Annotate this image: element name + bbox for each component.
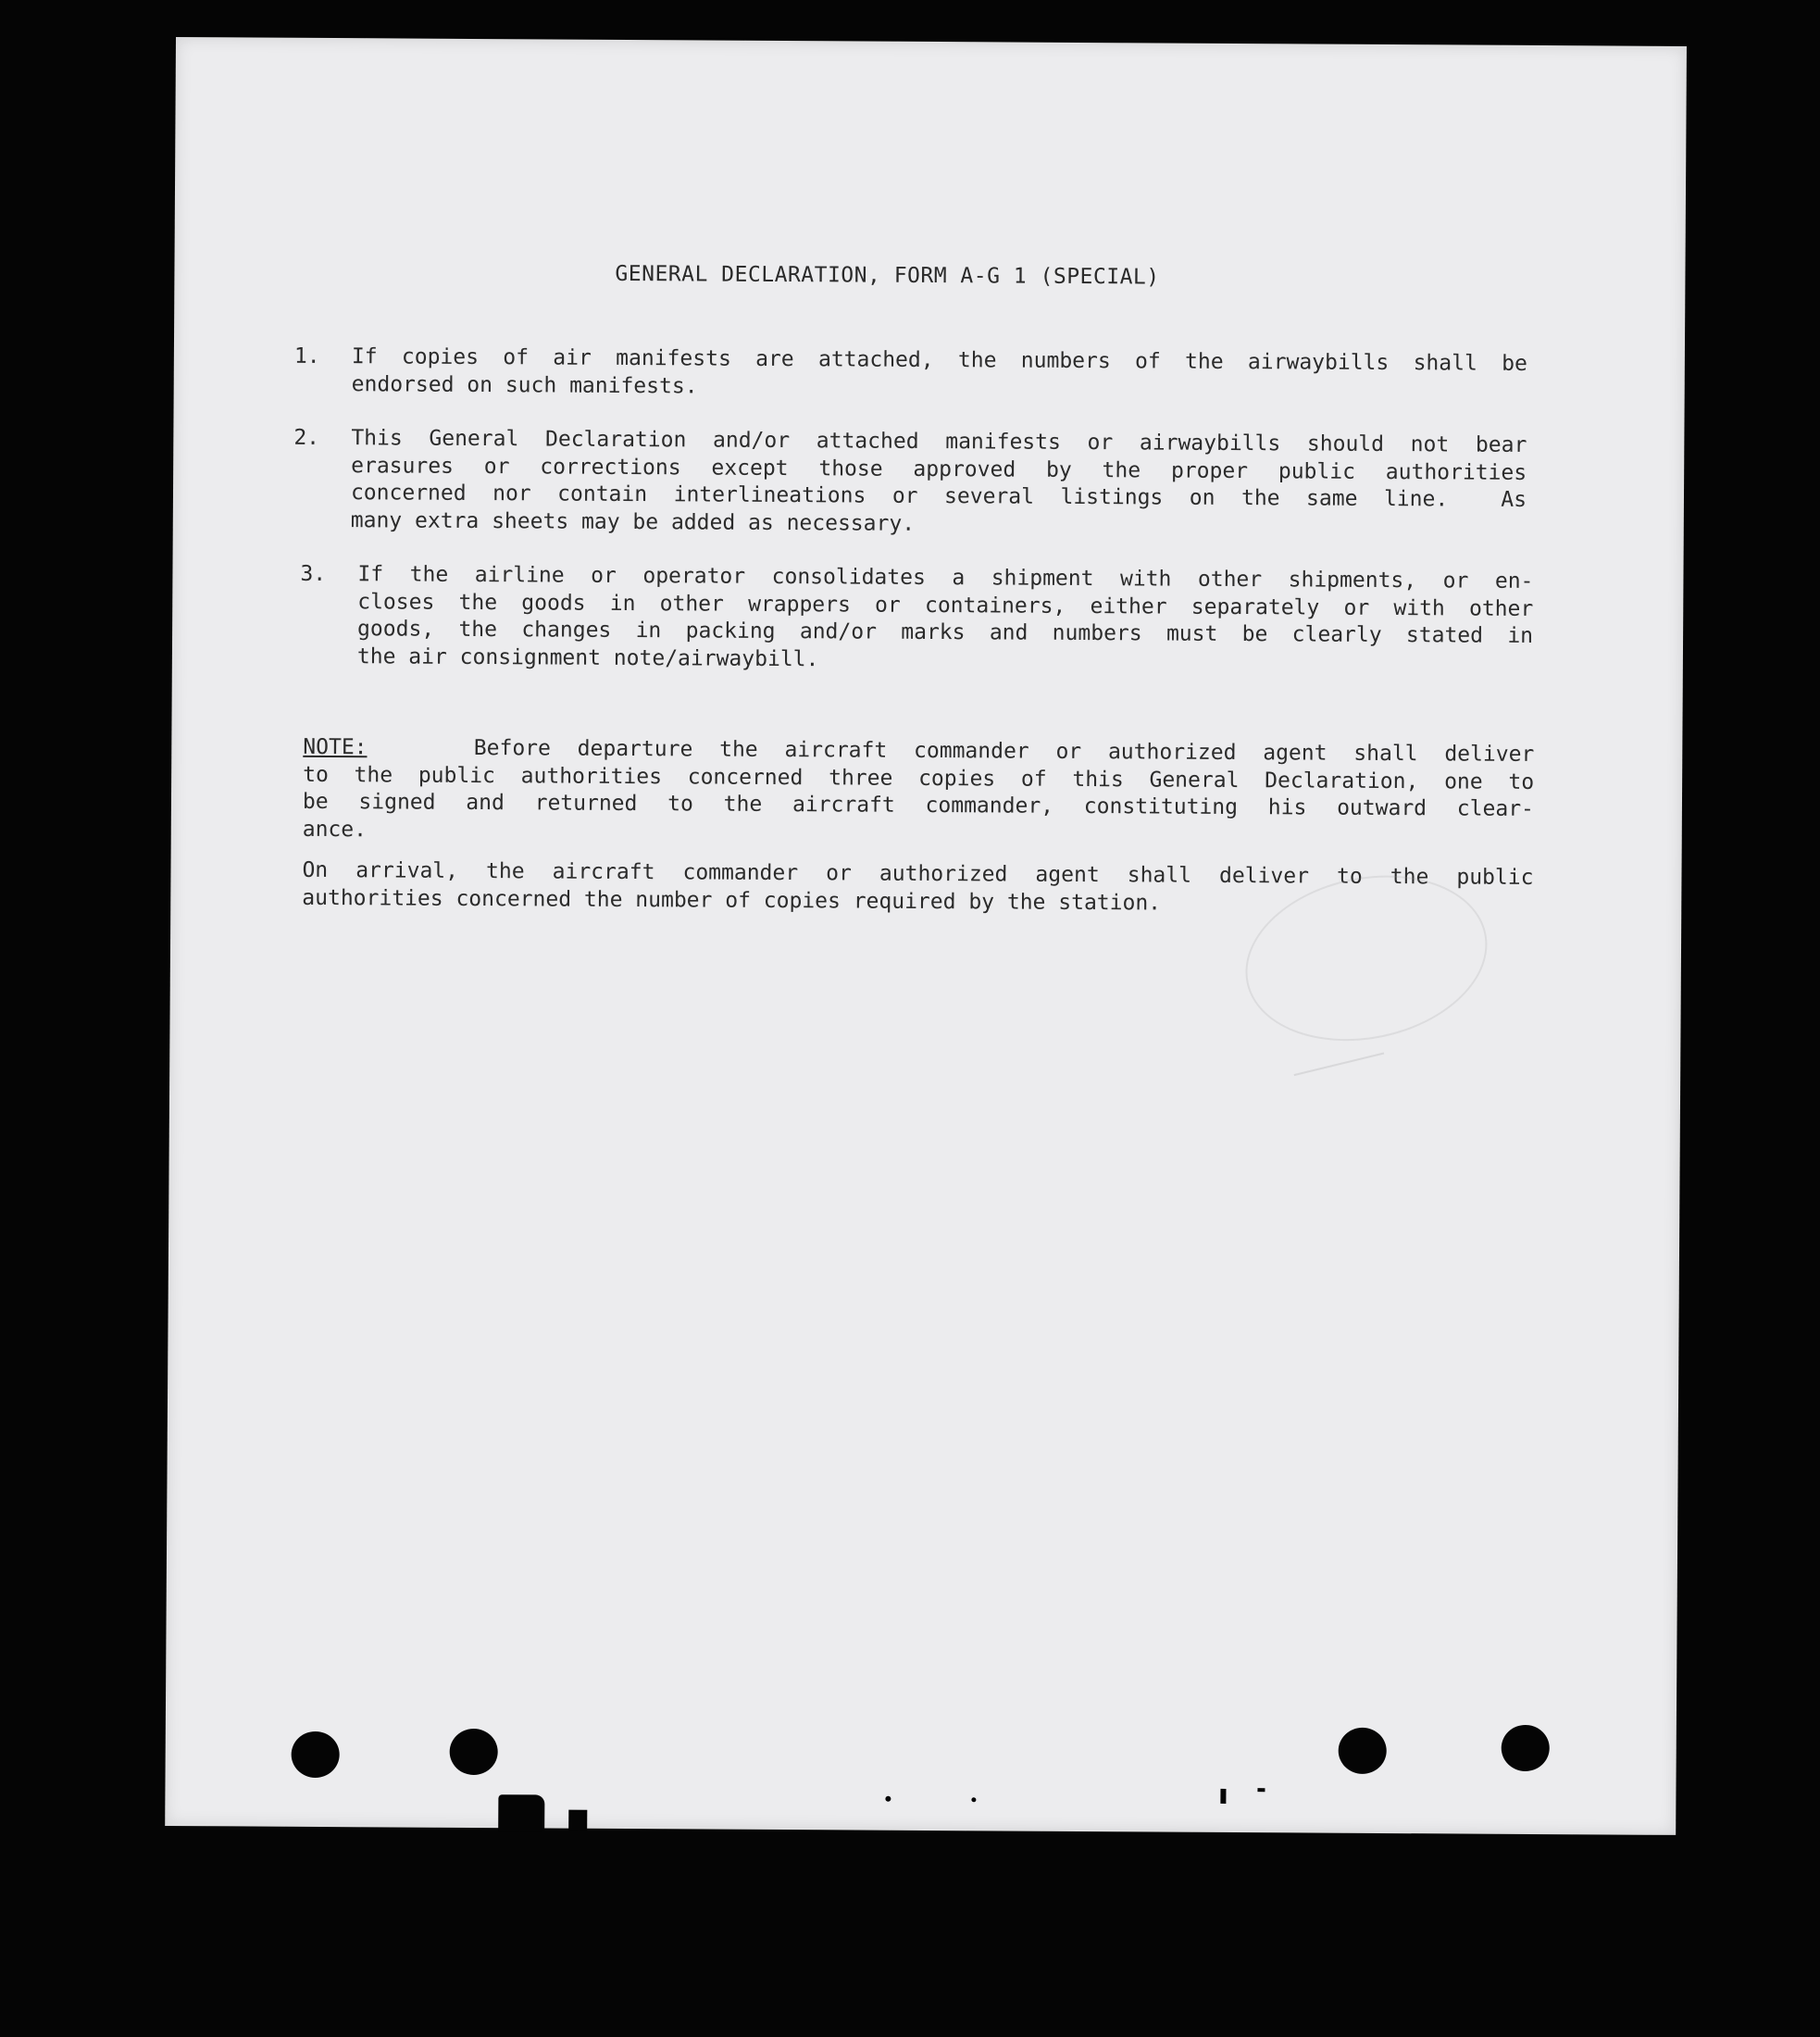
item-number: 3. xyxy=(300,561,327,587)
speck xyxy=(971,1797,976,1802)
text-line: to the public authorities concerned three copies of this General Declaration, one to xyxy=(303,762,1535,794)
text-line: authorities concerned the number of copies required by the station. xyxy=(302,885,1162,916)
text-line: ance. xyxy=(302,817,368,842)
page-title: GENERAL DECLARATION, FORM A-G 1 (SPECIAL) xyxy=(615,261,1160,290)
edge-tear xyxy=(498,1794,544,1831)
text-line: concerned nor contain interlineations or several listings on the same line. As xyxy=(350,481,1527,512)
edge-tear xyxy=(568,1810,587,1831)
text-line: erasures or corrections except those approved by the proper public authorities xyxy=(351,453,1527,485)
item-number: 1. xyxy=(293,344,320,369)
item-text xyxy=(351,425,1527,542)
punch-hole xyxy=(1339,1728,1387,1774)
item-text xyxy=(352,344,1527,406)
note-label: NOTE: xyxy=(303,734,368,760)
text-line: goods, the changes in packing and/or marks and numbers must be clearly stated in xyxy=(357,617,1534,648)
punch-hole xyxy=(292,1731,340,1778)
paper-sheet xyxy=(165,37,1687,1835)
item-number: 2. xyxy=(293,425,320,450)
speck xyxy=(1220,1789,1226,1804)
note-first-line: Before departure the aircraft commander or authorized agent shall deliver xyxy=(473,735,1535,767)
text-line: If the airline or operator consolidates a shipment with other shipments, or en- xyxy=(357,562,1534,594)
text-line: If copies of air manifests are attached, the numbers of the airwaybills shall be xyxy=(351,344,1527,376)
text-line: endorsed on such manifests. xyxy=(351,371,698,398)
speck xyxy=(1257,1788,1265,1792)
punch-hole xyxy=(1502,1725,1550,1771)
text-line: closes the goods in other wrappers or containers, either separately or with other xyxy=(357,589,1534,621)
text-line: be signed and returned to the aircraft commander, constituting his outward clear- xyxy=(302,789,1535,821)
text-line: On arrival, the aircraft commander or authorized agent shall deliver to the public xyxy=(302,857,1534,890)
speck xyxy=(885,1796,891,1802)
text-line: This General Declaration and/or attached manifests or airwaybills should not bear xyxy=(351,426,1527,457)
punch-hole xyxy=(450,1729,498,1775)
text-line: many extra sheets may be added as necessary. xyxy=(350,507,916,536)
item-text xyxy=(357,561,1534,678)
note-paragraph xyxy=(303,734,1535,851)
text-line: the air consignment note/airwaybill. xyxy=(356,644,819,671)
